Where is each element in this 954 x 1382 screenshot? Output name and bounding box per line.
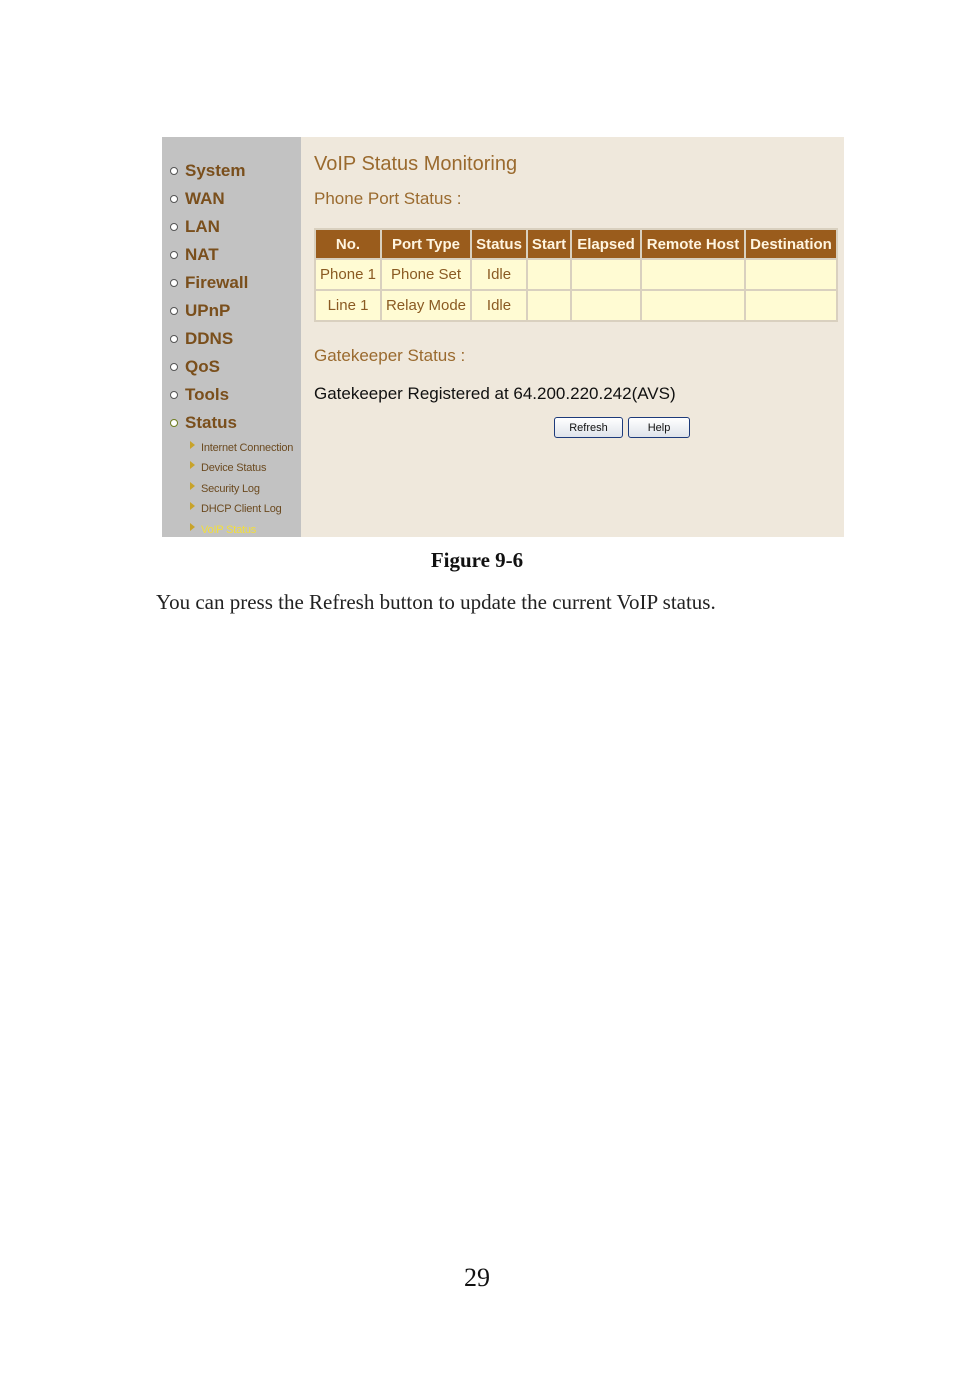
menu-item-qos[interactable] — [170, 355, 220, 379]
menu-item-nat[interactable] — [170, 243, 219, 267]
column-header: Port Type — [382, 230, 470, 258]
table-cell: Line 1 — [316, 291, 380, 320]
figure-caption: Figure 9-6 — [430, 548, 524, 572]
main-content — [301, 137, 844, 537]
triangle-arrow-icon — [190, 441, 195, 449]
table-row — [316, 291, 836, 320]
menu-item-tools[interactable] — [170, 383, 229, 407]
triangle-arrow-icon — [190, 461, 195, 469]
menu-item-lan[interactable] — [170, 215, 220, 239]
menu-item-label: LAN — [185, 217, 220, 236]
refresh-button[interactable]: Refresh — [554, 417, 623, 438]
table-cell — [528, 260, 570, 289]
menu-item-wan[interactable] — [170, 187, 225, 211]
circle-bullet-icon — [170, 307, 178, 315]
menu-item-label: NAT — [185, 245, 219, 264]
column-header: Status — [472, 230, 526, 258]
column-header: Elapsed — [572, 230, 640, 258]
submenu-item-voip-status[interactable] — [190, 522, 256, 537]
gatekeeper-status-heading: Gatekeeper Status : — [314, 346, 466, 365]
circle-bullet-icon — [170, 195, 178, 203]
table-cell — [528, 291, 570, 320]
circle-bullet-icon — [170, 363, 178, 371]
submenu-item-internet-connection[interactable] — [190, 440, 293, 456]
menu-item-status[interactable] — [170, 411, 237, 435]
table-row — [316, 260, 836, 289]
column-header: Remote Host — [642, 230, 744, 258]
menu-item-system[interactable] — [170, 159, 245, 183]
table-cell: Idle — [472, 260, 526, 289]
menu-item-label: Status — [185, 413, 237, 432]
table-cell: Relay Mode — [382, 291, 470, 320]
submenu-item-label: DHCP Client Log — [201, 503, 282, 515]
menu-item-label: Firewall — [185, 273, 249, 292]
menu-item-label: UPnP — [185, 301, 231, 320]
menu-item-label: System — [185, 161, 246, 180]
table-cell — [642, 291, 744, 320]
circle-bullet-icon — [170, 167, 178, 175]
column-header: No. — [316, 230, 380, 258]
menu-item-label: WAN — [185, 189, 225, 208]
menu-item-label: Tools — [185, 385, 230, 404]
circle-bullet-icon — [170, 335, 178, 343]
table-cell: Phone 1 — [316, 260, 380, 289]
table-cell — [746, 291, 836, 320]
page-number: 29 — [464, 1263, 490, 1292]
submenu-item-label: Security Log — [201, 483, 260, 495]
submenu-item-label: Device Status — [201, 462, 267, 474]
menu-item-ddns[interactable] — [170, 327, 233, 351]
submenu-item-label: VoIP Status — [201, 524, 257, 536]
table-cell — [746, 260, 836, 289]
help-button[interactable]: Help — [628, 417, 690, 438]
menu-item-label: DDNS — [185, 329, 234, 348]
triangle-arrow-icon — [190, 523, 195, 531]
menu-item-label: QoS — [185, 357, 220, 376]
triangle-arrow-icon — [190, 482, 195, 490]
circle-bullet-icon — [170, 391, 178, 399]
table-cell — [642, 260, 744, 289]
circle-bullet-icon — [170, 419, 178, 427]
table-header-row — [316, 230, 836, 258]
table-cell: Phone Set — [382, 260, 470, 289]
page-title: VoIP Status Monitoring — [314, 153, 518, 175]
table-cell — [572, 291, 640, 320]
menu-item-upnp[interactable] — [170, 299, 230, 323]
column-header: Destination — [746, 230, 836, 258]
table-cell: Idle — [472, 291, 526, 320]
submenu-item-device-status[interactable] — [190, 460, 266, 476]
submenu-item-dhcp-client-log[interactable] — [190, 501, 282, 517]
phone-port-table — [314, 228, 838, 322]
body-paragraph: You can press the Refresh button to update the current VoIP status. — [156, 590, 716, 614]
router-ui-screenshot — [162, 137, 844, 537]
circle-bullet-icon — [170, 223, 178, 231]
gatekeeper-status-text: Gatekeeper Registered at 64.200.220.242(AVS) — [314, 384, 676, 403]
circle-bullet-icon — [170, 279, 178, 287]
column-header: Start — [528, 230, 570, 258]
menu-item-firewall[interactable] — [170, 271, 248, 295]
circle-bullet-icon — [170, 251, 178, 259]
table-cell — [572, 260, 640, 289]
submenu-item-security-log[interactable] — [190, 481, 260, 497]
sidebar-nav — [162, 137, 301, 537]
triangle-arrow-icon — [190, 502, 195, 510]
submenu-item-label: Internet Connection — [201, 442, 294, 454]
phone-port-status-heading: Phone Port Status : — [314, 189, 462, 208]
